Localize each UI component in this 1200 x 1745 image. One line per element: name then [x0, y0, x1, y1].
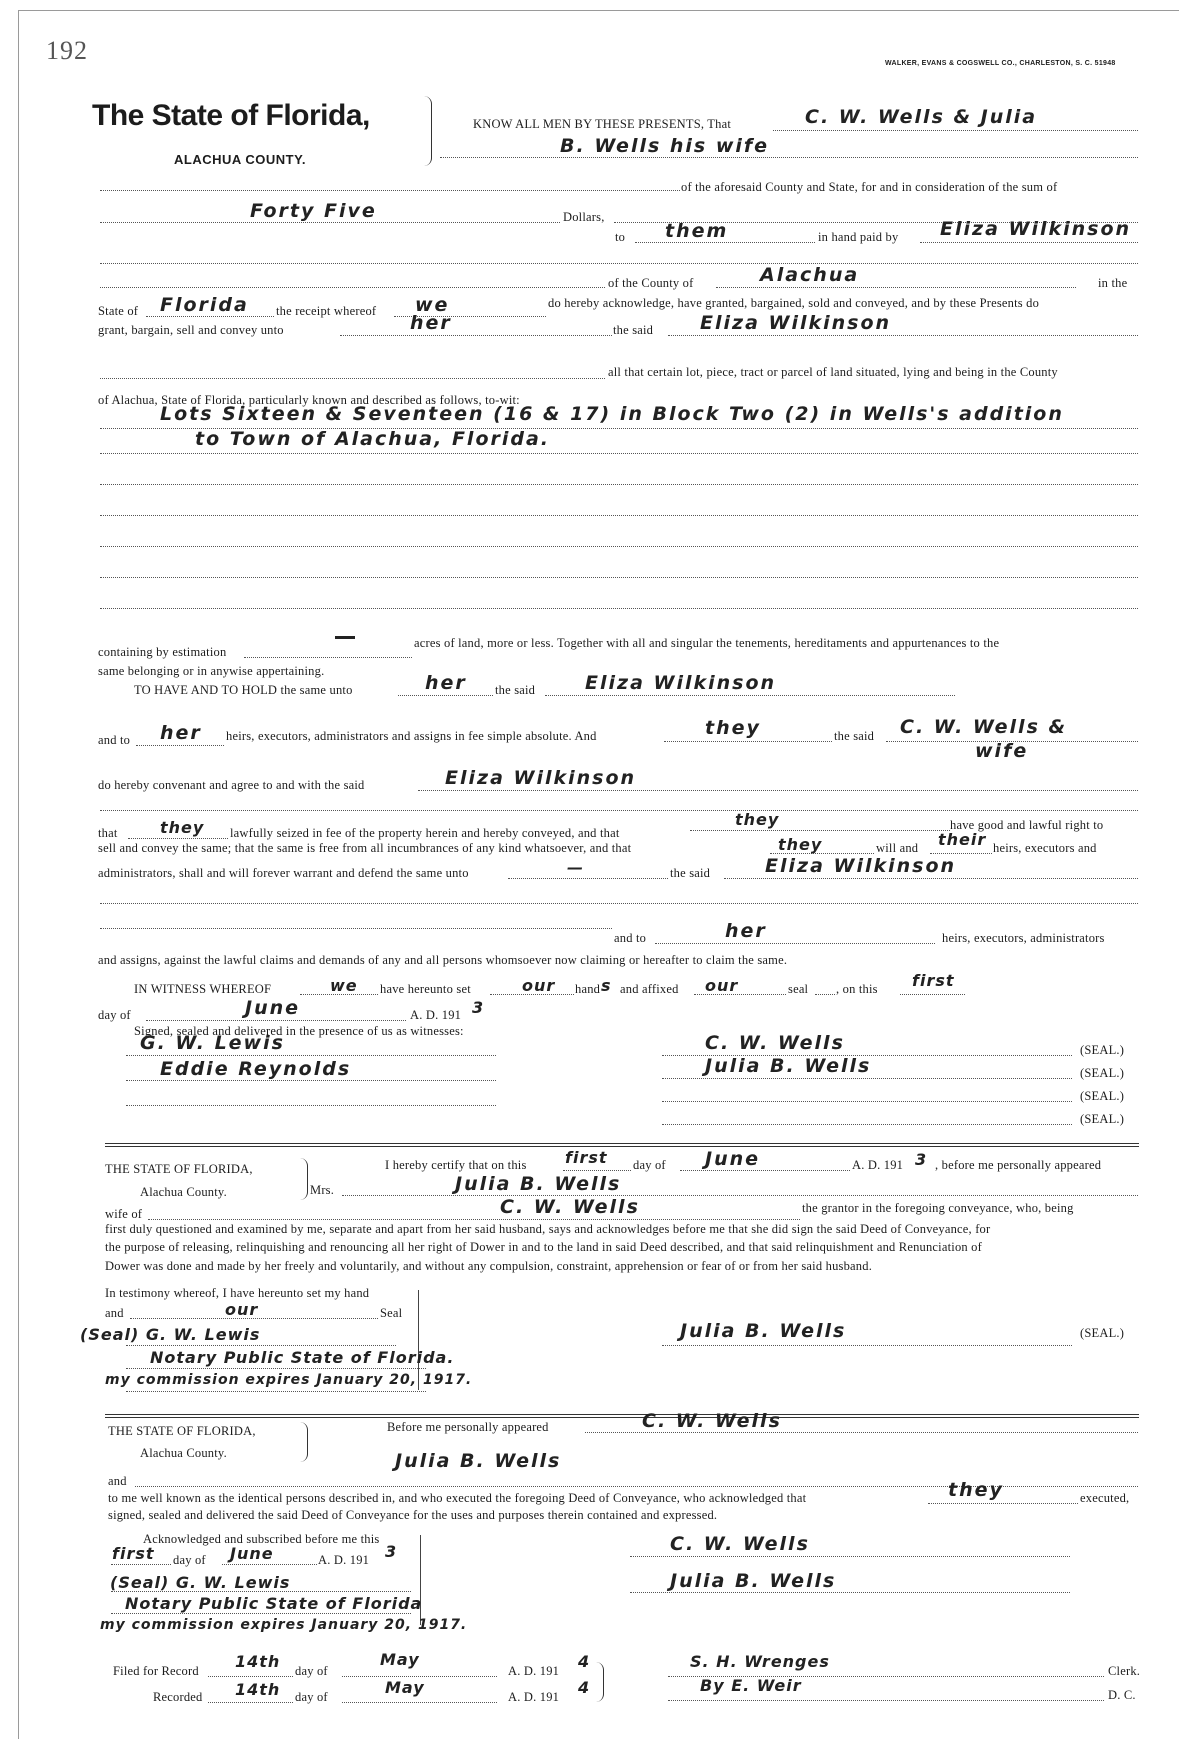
witness-month: June	[245, 997, 301, 1019]
dower-signature: Julia B. Wells	[680, 1320, 847, 1342]
aforesaid-text: of the aforesaid County and State, for and in consideration of the sum of	[681, 180, 1058, 194]
that-value-2: they	[735, 810, 780, 829]
ack-day: first	[112, 1544, 155, 1563]
grantee-name-3: Eliza Wilkinson	[765, 855, 957, 877]
state-of-label: State of	[98, 304, 139, 318]
hands-suffix: s	[601, 976, 612, 995]
grantee-name-2: Eliza Wilkinson	[585, 672, 777, 694]
witness-year-digit: 3	[472, 998, 485, 1017]
ack-notary-1: (Seal) G. W. Lewis	[110, 1573, 291, 1592]
containing-label: containing by estimation	[98, 645, 227, 659]
grantor-signature-1: C. W. Wells	[705, 1032, 845, 1054]
the-said-3-label: the said	[834, 729, 875, 743]
land-description-1: Lots Sixteen & Seventeen (16 & 17) in Block Two (2) in Wells's addition	[160, 403, 1064, 425]
grantor-line-2: B. Wells his wife	[560, 135, 770, 157]
filed-year: 4	[578, 1652, 591, 1671]
ack-and: and	[108, 1474, 127, 1488]
ack-they: they	[948, 1479, 1004, 1501]
dower-month: June	[705, 1148, 761, 1170]
clerk-label: Clerk.	[1108, 1664, 1141, 1678]
set-value: our	[522, 976, 556, 995]
ack-county: Alachua County.	[140, 1446, 227, 1460]
and-to-2-label: and to	[614, 931, 647, 945]
ack-signature-2: Julia B. Wells	[670, 1570, 837, 1592]
dc-signature: By E. Weir	[700, 1676, 802, 1695]
recorded-day: 14th	[235, 1680, 281, 1699]
and-assigns-text: and assigns, against the lawful claims and demands of any and all persons whomsoever now claiming or hereafter to claim the same.	[98, 953, 788, 967]
dower-and-value: our	[225, 1300, 259, 1319]
ack-notary-3: my commission expires January 20, 1917.	[100, 1617, 468, 1633]
dower-seal-word: Seal	[380, 1306, 403, 1320]
dower-mrs-value: Julia B. Wells	[455, 1173, 622, 1195]
county-value: Alachua	[760, 264, 860, 286]
administrators-text: administrators, shall and will forever warrant and defend the same unto	[98, 866, 469, 880]
state-value: Florida	[160, 294, 249, 316]
witness-day: first	[912, 971, 955, 990]
hands-label: hand	[575, 982, 601, 996]
filed-day: 14th	[235, 1652, 281, 1671]
will-value: their	[938, 830, 987, 849]
ack-day-of: day of	[173, 1553, 206, 1567]
seal-label: seal	[788, 982, 809, 996]
recorded-month: May	[385, 1678, 425, 1697]
dower-state: THE STATE OF FLORIDA,	[105, 1162, 253, 1176]
filed-day-of: day of	[295, 1664, 328, 1678]
heirs-exec-admin-text: heirs, executors, administrators	[942, 931, 1105, 945]
land-description-2: to Town of Alachua, Florida.	[195, 428, 551, 450]
dower-para-2: the purpose of releasing, relinquishing and renouncing all her right of Dower in and to the land in said Deed described, and that said relinquishment and Renunciation of	[105, 1240, 982, 1254]
recorded-day-of: day of	[295, 1690, 328, 1704]
dower-and: and	[105, 1306, 124, 1320]
in-witness-text: IN WITNESS WHEREOF	[134, 982, 272, 996]
ack-month: June	[230, 1544, 274, 1563]
dower-mrs: Mrs.	[310, 1183, 335, 1197]
to-have-value: her	[425, 672, 467, 694]
dower-brace	[300, 1158, 308, 1200]
signed-text: Signed, sealed and delivered in the presence of us as witnesses:	[134, 1024, 464, 1038]
filed-ad: A. D. 191	[508, 1664, 560, 1678]
dower-wife-of: wife of	[105, 1207, 143, 1221]
payer-name: Eliza Wilkinson	[940, 218, 1132, 240]
filed-month: May	[380, 1650, 420, 1669]
dower-day-of: day of	[633, 1158, 666, 1172]
ack-ad: A. D. 191	[318, 1553, 370, 1567]
grantor-line-1: C. W. Wells & Julia	[805, 106, 1038, 128]
dollars-label: Dollars,	[563, 210, 605, 224]
ack-signed: signed, sealed and delivered the said Deed of Conveyance for the uses and purposes therein contained and expressed.	[108, 1508, 718, 1522]
all-that-text: all that certain lot, piece, tract or parcel of land situated, lying and being in the County	[608, 365, 1058, 379]
affixed-text: and affixed	[620, 982, 679, 996]
grantor-line-3b: wife	[975, 740, 1029, 762]
seal-3: (SEAL.)	[1080, 1089, 1125, 1103]
paid-to-value: them	[665, 220, 729, 242]
section-divider-1	[105, 1143, 1139, 1147]
dower-before-me: , before me personally appeared	[935, 1158, 1102, 1172]
state-heading: The State of Florida,	[92, 99, 370, 132]
acres-dash	[335, 636, 355, 639]
seized-text: lawfully seized in fee of the property herein and hereby conveyed, and that	[230, 826, 620, 840]
seal-2: (SEAL.)	[1080, 1066, 1125, 1080]
ack-well-known: to me well known as the identical persons described in, and who executed the foregoing Deed of Conveyance, who acknowledged that	[108, 1491, 807, 1505]
filed-label: Filed for Record	[113, 1664, 199, 1678]
witness-1-signature: G. W. Lewis	[140, 1032, 285, 1054]
section-divider-2	[105, 1414, 1139, 1418]
clerk-signature: S. H. Wrenges	[690, 1652, 830, 1671]
ack-and-value: Julia B. Wells	[395, 1450, 562, 1472]
ack-signature-1: C. W. Wells	[670, 1533, 810, 1555]
seal-1: (SEAL.)	[1080, 1043, 1125, 1057]
and-to-value-2: her	[725, 920, 767, 942]
ack-before-value: C. W. Wells	[642, 1410, 782, 1432]
of-county-label: of the County of	[608, 276, 694, 290]
ack-notary-2: Notary Public State of Florida	[125, 1594, 423, 1613]
admin-value: —	[567, 858, 584, 877]
dower-notary-2: Notary Public State of Florida.	[150, 1348, 455, 1367]
and-to-label: and to	[98, 733, 131, 747]
dower-husband: C. W. Wells	[500, 1196, 640, 1218]
ack-before: Before me personally appeared	[387, 1420, 549, 1434]
ack-state: THE STATE OF FLORIDA,	[108, 1424, 256, 1438]
recorded-year: 4	[578, 1678, 591, 1697]
dower-para-1: first duly questioned and examined by me, separate and apart from her said husband, says and acknowledges before me that she did sign the said Deed of Conveyance, for	[105, 1222, 991, 1236]
dower-testimony: In testimony whereof, I have hereunto set my hand	[105, 1286, 370, 1300]
know-all-text: KNOW ALL MEN BY THESE PRESENTS, That	[473, 117, 732, 131]
dower-year-digit: 3	[915, 1150, 928, 1169]
grantor-signature-2: Julia B. Wells	[705, 1055, 872, 1077]
covenant-text: do hereby convenant and agree to and with the said	[98, 778, 365, 792]
heirs-fee-text: heirs, executors, administrators and assigns in fee simple absolute. And	[226, 729, 597, 743]
witness-value: we	[330, 976, 358, 995]
will-and-label: will and	[876, 841, 919, 855]
witness-ad: A. D. 191	[410, 1008, 462, 1022]
dower-county: Alachua County.	[140, 1185, 227, 1199]
have-hereunto-text: have hereunto set	[380, 982, 471, 996]
dc-label: D. C.	[1108, 1688, 1136, 1702]
heirs-exec-text: heirs, executors and	[993, 841, 1097, 855]
on-this-label: , on this	[836, 982, 878, 996]
recorded-label: Recorded	[153, 1690, 203, 1704]
to-label: to	[615, 230, 626, 244]
grantee-name: Eliza Wilkinson	[700, 312, 892, 334]
dower-ad: A. D. 191	[852, 1158, 904, 1172]
day-of-label: day of	[98, 1008, 131, 1022]
dower-certify: I hereby certify that on this	[385, 1158, 527, 1172]
dower-grantor-text: the grantor in the foregoing conveyance, who, being	[802, 1201, 1074, 1215]
that-value-1: they	[160, 818, 205, 837]
acknowledge-text: do hereby acknowledge, have granted, bargained, sold and conveyed, and by these Presents do	[548, 296, 1040, 310]
have-right-text: have good and lawful right to	[950, 818, 1104, 832]
county-heading: ALACHUA COUNTY.	[174, 152, 306, 167]
acres-text: acres of land, more or less. Together with all and singular the tenements, hereditaments and appurtenances to the	[414, 636, 1000, 650]
convey-value: her	[410, 312, 452, 334]
and-they-value: they	[705, 717, 761, 739]
the-said-4-label: the said	[670, 866, 711, 880]
ack-executed: executed,	[1080, 1491, 1130, 1505]
grantor-line-3a: C. W. Wells &	[900, 716, 1068, 738]
that-label: that	[98, 826, 118, 840]
dower-para-3: Dower was done and made by her freely and voluntarily, and without any compulsion, constraint, apprehension or fear of or from her said husband.	[105, 1259, 873, 1273]
of-alachua-text: of Alachua, State of Florida, particularly known and described as follows, to-wit:	[98, 393, 520, 407]
the-said-2-label: the said	[495, 683, 536, 697]
the-said-label: the said	[613, 323, 654, 337]
recorded-ad: A. D. 191	[508, 1690, 560, 1704]
and-to-value: her	[160, 722, 202, 744]
receipt-value: we	[415, 294, 450, 316]
ack-year-digit: 3	[385, 1542, 398, 1561]
header-brace	[424, 96, 432, 166]
paid-by-label: in hand paid by	[818, 230, 899, 244]
filing-brace	[596, 1662, 604, 1702]
to-have-text: TO HAVE AND TO HOLD the same unto	[134, 683, 353, 697]
page-number: 192	[46, 36, 88, 65]
grant-convey-text: grant, bargain, sell and convey unto	[98, 323, 284, 337]
ack-brace	[300, 1422, 308, 1462]
printer-imprint: WALKER, EVANS & COGSWELL CO., CHARLESTON, S. C. 51948	[885, 60, 1116, 67]
dower-seal: (SEAL.)	[1080, 1326, 1125, 1340]
covenant-value: Eliza Wilkinson	[445, 767, 637, 789]
witness-2-signature: Eddie Reynolds	[160, 1058, 352, 1080]
consideration-amount: Forty Five	[250, 200, 377, 222]
receipt-label: the receipt whereof	[276, 304, 377, 318]
seal-4: (SEAL.)	[1080, 1112, 1125, 1126]
dower-day: first	[565, 1148, 608, 1167]
dower-notary-1: (Seal) G. W. Lewis	[80, 1325, 261, 1344]
sell-convey-text: sell and convey the same; that the same is free from all incumbrances of any kind whatsoever, and that	[98, 841, 632, 855]
in-the-label: in the	[1098, 276, 1128, 290]
affixed-value: our	[705, 976, 739, 995]
same-belonging-text: same belonging or in anywise appertaining.	[98, 664, 325, 678]
sell-value: they	[778, 835, 823, 854]
ack-subscribed: Acknowledged and subscribed before me this	[143, 1532, 380, 1546]
dower-notary-3: my commission expires January 20, 1917.	[105, 1372, 473, 1388]
